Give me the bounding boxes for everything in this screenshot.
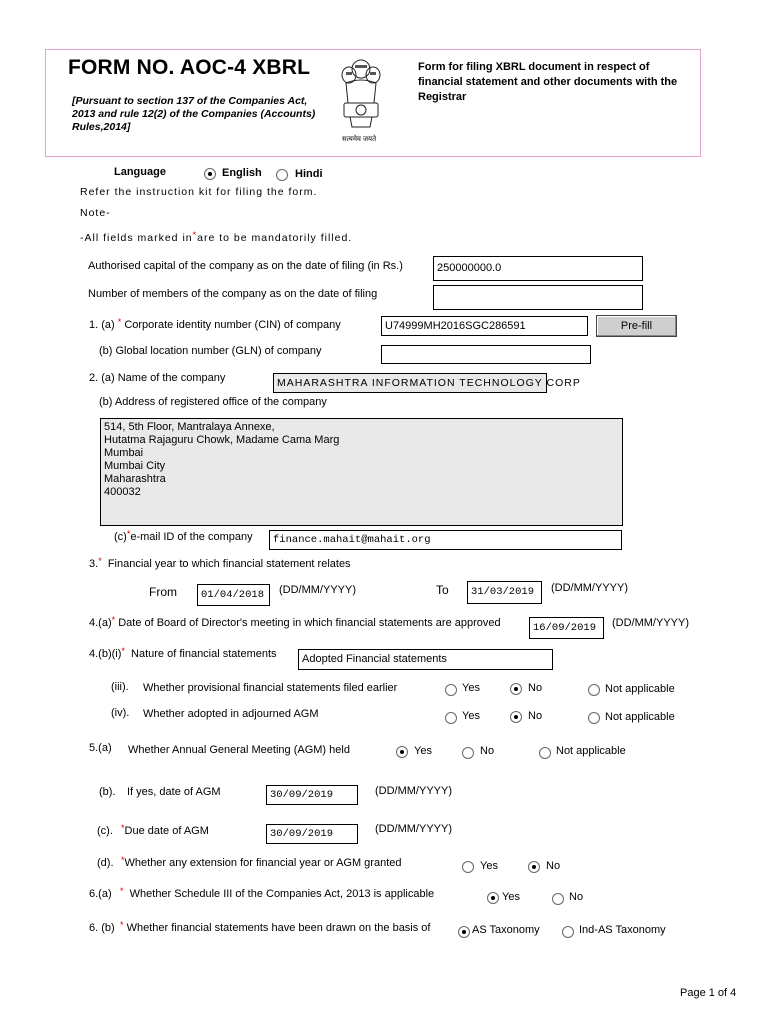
q6b-label: * Whether financial statements have been drawn on the basis of (120, 920, 431, 934)
from-date-input[interactable]: 01/04/2018 (197, 584, 270, 606)
financial-year-label: 3.* Financial year to which financial statement relates (89, 556, 351, 570)
q4iv-na-label: Not applicable (605, 711, 675, 723)
language-hindi-label: Hindi (295, 168, 323, 180)
agm-due-date-format: (DD/MM/YYYY) (375, 823, 452, 835)
company-name-label: 2. (a) Name of the company (89, 372, 226, 384)
q5b-label: If yes, date of AGM (127, 786, 221, 798)
q4iv-na-radio[interactable] (588, 712, 600, 724)
members-input[interactable] (433, 285, 643, 310)
cin-input[interactable]: U74999MH2016SGC286591 (381, 316, 588, 336)
address-label: (b) Address of registered office of the company (99, 396, 327, 408)
q6a-no-label: No (569, 891, 584, 903)
q6a-number: 6.(a) (89, 888, 112, 900)
email-input[interactable]: finance.mahait@mahait.org (269, 530, 622, 550)
q4iii-yes-radio[interactable] (445, 684, 457, 696)
cin-label: 1. (a) * Corporate identity number (CIN) of company (89, 317, 341, 331)
to-date-input[interactable]: 31/03/2019 (467, 581, 542, 604)
q5a-no-radio[interactable] (462, 747, 474, 759)
q5a-yes-radio[interactable] (396, 746, 408, 758)
agm-date-input[interactable]: 30/09/2019 (266, 785, 358, 805)
q6b-indas-radio[interactable] (562, 926, 574, 938)
page-number: Page 1 of 4 (680, 987, 737, 999)
email-label: (c)*e-mail ID of the company (114, 529, 253, 543)
address-textarea[interactable]: 514, 5th Floor, Mantralaya Annexe, Hutatma Rajaguru Chowk, Madame Cama Marg Mumbai Mumbai City Maharashtra 400032 (100, 418, 623, 526)
q4iii-no-label: No (528, 682, 543, 694)
q4iii-number: (iii). (111, 681, 129, 693)
q4iv-yes-label: Yes (462, 710, 480, 722)
board-meeting-date-format: (DD/MM/YYYY) (612, 617, 689, 629)
agm-due-date-input[interactable]: 30/09/2019 (266, 824, 358, 844)
gln-label: (b) Global location number (GLN) of company (99, 345, 322, 357)
language-english-label: English (222, 167, 262, 179)
q5d-yes-label: Yes (480, 860, 498, 872)
q5d-number: (d). (97, 857, 114, 869)
q5b-number: (b). (99, 786, 116, 798)
mandatory-note: -All fields marked in*are to be mandatorily filled. (80, 230, 353, 244)
q4iv-number: (iv). (111, 707, 130, 719)
q6b-indas-label: Ind-AS Taxonomy (579, 924, 666, 936)
q5d-yes-radio[interactable] (462, 861, 474, 873)
q5c-label: *Due date of AGM (121, 823, 209, 837)
language-label: Language (114, 166, 166, 178)
members-label: Number of members of the company as on the date of filing (88, 288, 378, 300)
from-date-format: (DD/MM/YYYY) (279, 584, 356, 596)
q5a-na-label: Not applicable (556, 745, 626, 757)
from-label: From (149, 585, 177, 599)
q5a-label: Whether Annual General Meeting (AGM) held (128, 744, 350, 756)
board-meeting-date-input[interactable]: 16/09/2019 (529, 617, 604, 639)
form-title: FORM NO. AOC-4 XBRL (68, 56, 311, 79)
q6b-as-radio[interactable] (458, 926, 470, 938)
form-purpose: Form for filing XBRL document in respect of financial statement and other documents with the Registrar (418, 61, 678, 103)
to-date-format: (DD/MM/YYYY) (551, 582, 628, 594)
q4iv-yes-radio[interactable] (445, 712, 457, 724)
emblem-motto: सत्यमेव जयते (342, 136, 377, 143)
language-hindi-radio[interactable] (276, 169, 288, 181)
q6a-yes-label: Yes (502, 891, 520, 903)
q6b-as-label: AS Taxonomy (472, 924, 540, 936)
state-emblem-icon (336, 55, 386, 145)
q6a-label: * Whether Schedule III of the Companies Act, 2013 is applicable (120, 886, 435, 900)
note-heading: Note- (80, 207, 111, 219)
q5d-label: *Whether any extension for financial year or AGM granted (121, 855, 402, 869)
q4iii-label: Whether provisional financial statements filed earlier (143, 682, 398, 694)
pursuant-text: [Pursuant to section 137 of the Companies Act, 2013 and rule 12(2) of the Companies (Accounts) Rules,2014] (72, 95, 316, 133)
q4iv-no-label: No (528, 710, 543, 722)
q5a-number: 5.(a) (89, 742, 112, 754)
company-name-input[interactable]: MAHARASHTRA INFORMATION TECHNOLOGY CORP (273, 373, 547, 393)
q4iii-na-label: Not applicable (605, 683, 675, 695)
q4iii-no-radio[interactable] (510, 683, 522, 695)
gln-input[interactable] (381, 345, 591, 364)
q4iv-no-radio[interactable] (510, 711, 522, 723)
q5c-number: (c). (97, 825, 113, 837)
language-english-radio[interactable] (204, 168, 216, 180)
q5d-no-radio[interactable] (528, 861, 540, 873)
prefill-button[interactable]: Pre-fill (596, 315, 677, 337)
q4iv-label: Whether adopted in adjourned AGM (143, 708, 319, 720)
q5a-no-label: No (480, 745, 495, 757)
q4iii-yes-label: Yes (462, 682, 480, 694)
q4iii-na-radio[interactable] (588, 684, 600, 696)
board-meeting-label: 4.(a)* Date of Board of Director's meeting in which financial statements are approved (89, 615, 501, 629)
q5d-no-label: No (546, 860, 561, 872)
to-label: To (436, 583, 449, 597)
q6a-no-radio[interactable] (552, 893, 564, 905)
nature-input[interactable]: Adopted Financial statements (298, 649, 553, 670)
q5a-yes-label: Yes (414, 745, 432, 757)
nature-label: 4.(b)(i)* Nature of financial statements (89, 646, 277, 660)
q6b-number: 6. (b) (89, 922, 115, 934)
authorised-capital-label: Authorised capital of the company as on the date of filing (in Rs.) (88, 260, 403, 272)
q5a-na-radio[interactable] (539, 747, 551, 759)
authorised-capital-input[interactable]: 250000000.0 (433, 256, 643, 281)
agm-date-format: (DD/MM/YYYY) (375, 785, 452, 797)
q6a-yes-radio[interactable] (487, 892, 499, 904)
instruction-note: Refer the instruction kit for filing the form. (80, 186, 318, 198)
